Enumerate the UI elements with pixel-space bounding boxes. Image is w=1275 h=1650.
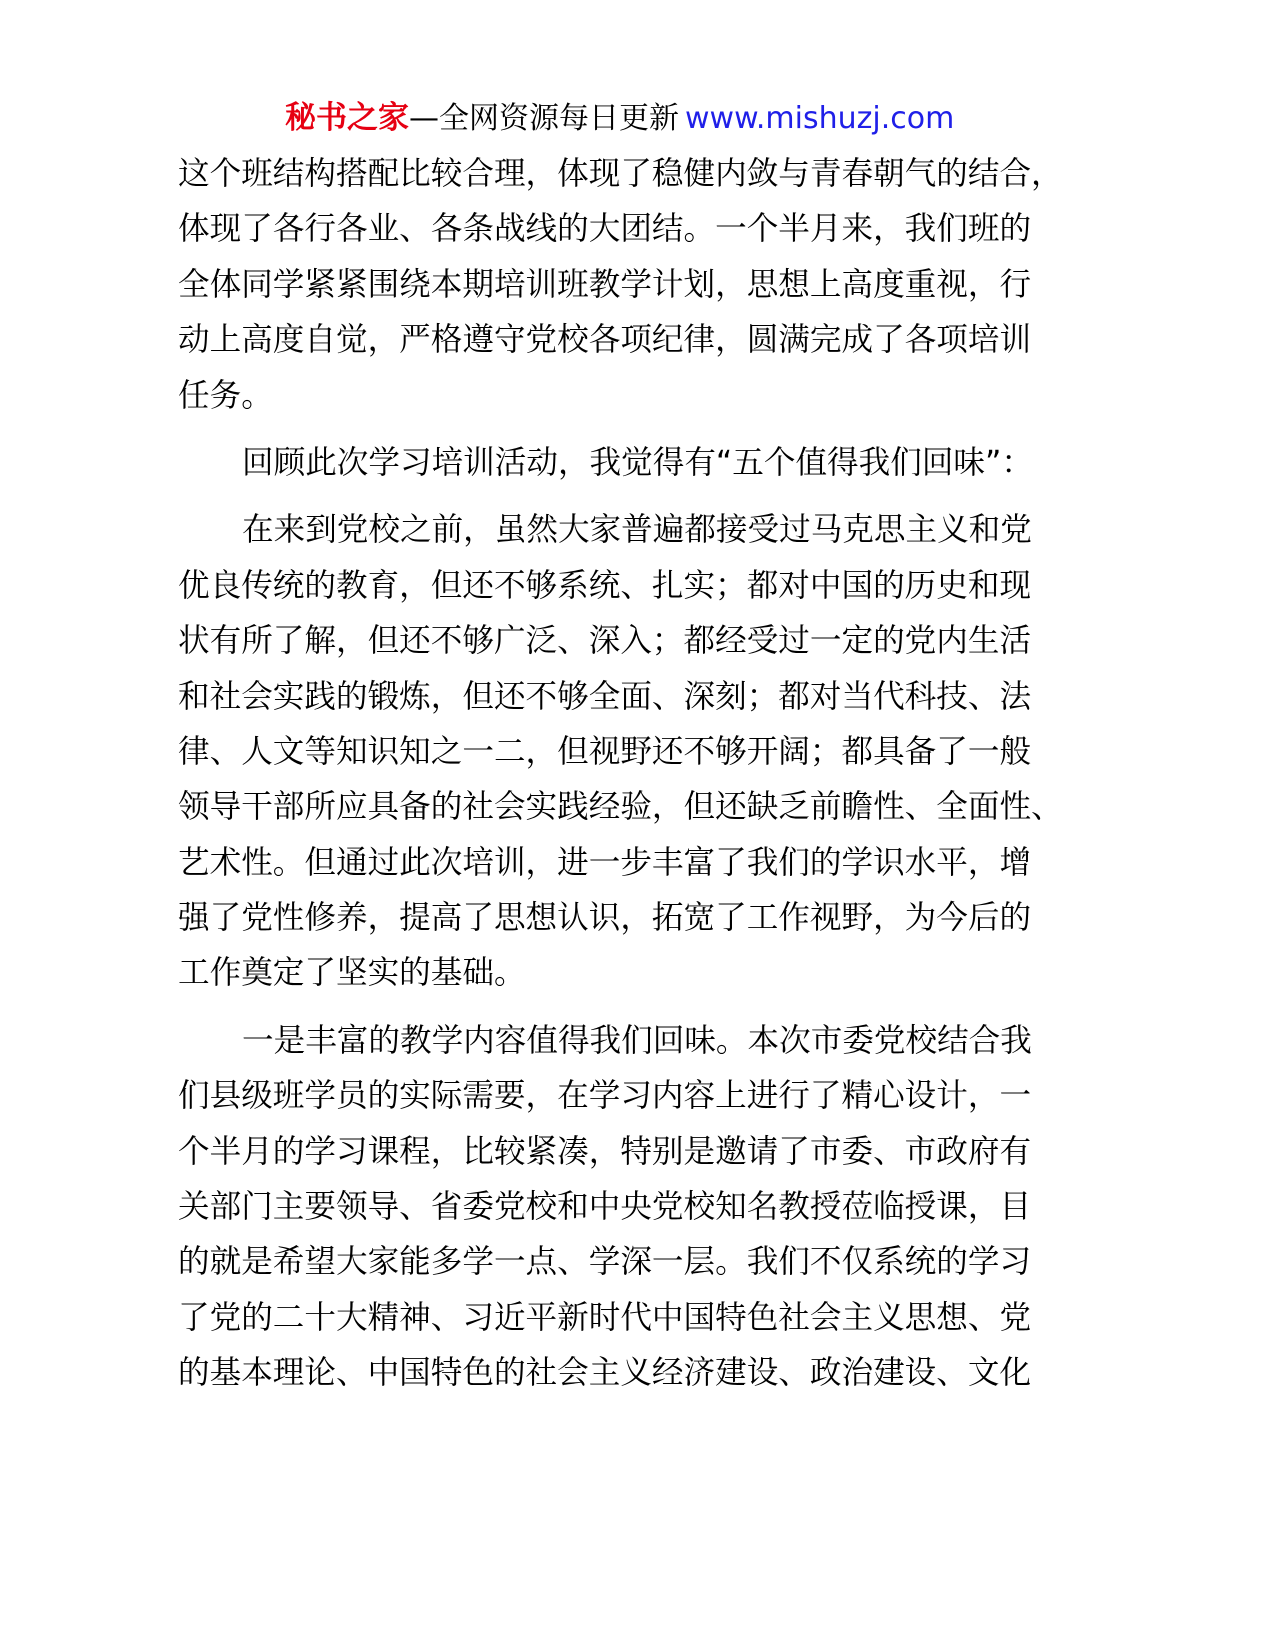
text-line: 动上高度自觉，严格遵守党校各项纪律，圆满完成了各项培训 xyxy=(178,322,1032,359)
site-url-link[interactable]: www.mishuzj.com xyxy=(685,101,955,136)
text-line: 在来到党校之前，虽然大家普遍都接受过马克思主义和党 xyxy=(242,512,1032,549)
text-line: 关部门主要领导、省委党校和中央党校知名教授莅临授课，目 xyxy=(178,1189,1032,1226)
paragraph-3 xyxy=(178,503,1238,1002)
text-line: 和社会实践的锻炼，但还不够全面、深刻；都对当代科技、法 xyxy=(178,678,1032,715)
text-line: 领导干部所应具备的社会实践经验，但还缺乏前瞻性、全面性、 xyxy=(178,789,1063,826)
text-line: 一是丰富的教学内容值得我们回味。本次市委党校结合我 xyxy=(242,1022,1032,1059)
paragraph-4 xyxy=(178,1014,1238,1402)
document-body xyxy=(178,147,1238,1402)
paragraph-1 xyxy=(178,147,1238,424)
paragraph-2 xyxy=(178,436,1238,491)
text-line: 任务。 xyxy=(178,377,273,414)
text-line: 的就是希望大家能多学一点、学深一层。我们不仅系统的学习 xyxy=(178,1244,1032,1281)
text-line: 状有所了解，但还不够广泛、深入；都经受过一定的党内生活 xyxy=(178,623,1032,660)
text-line: 了党的二十大精神、习近平新时代中国特色社会主义思想、党 xyxy=(178,1299,1032,1336)
text-line: 体现了各行各业、各条战线的大团结。一个半月来，我们班的 xyxy=(178,211,1032,248)
text-line: 个半月的学习课程，比较紧凑，特别是邀请了市委、市政府有 xyxy=(178,1133,1032,1170)
text-line: 工作奠定了坚实的基础。 xyxy=(178,955,526,992)
text-line: 的基本理论、中国特色的社会主义经济建设、政治建设、文化 xyxy=(178,1355,1032,1392)
text-line: 律、人文等知识知之一二，但视野还不够开阔；都具备了一般 xyxy=(178,733,1032,770)
text-line: 这个班结构搭配比较合理，体现了稳健内敛与青春朝气的结合， xyxy=(178,156,1063,192)
text-line: 们县级班学员的实际需要，在学习内容上进行了精心设计，一 xyxy=(178,1078,1032,1115)
text-line: 回顾此次学习培训活动，我觉得有“五个值得我们回味”： xyxy=(242,444,1033,481)
brand-name: 秘书之家 xyxy=(285,100,409,136)
text-line: 艺术性。但通过此次培训，进一步丰富了我们的学识水平，增 xyxy=(178,844,1032,881)
header-tagline: —全网资源每日更新 xyxy=(409,101,679,136)
page-header xyxy=(285,98,954,138)
text-line: 优良传统的教育，但还不够系统、扎实；都对中国的历史和现 xyxy=(178,567,1032,604)
text-line: 全体同学紧紧围绕本期培训班教学计划，思想上高度重视，行 xyxy=(178,266,1032,303)
text-line: 强了党性修养，提高了思想认识，拓宽了工作视野，为今后的 xyxy=(178,900,1032,937)
